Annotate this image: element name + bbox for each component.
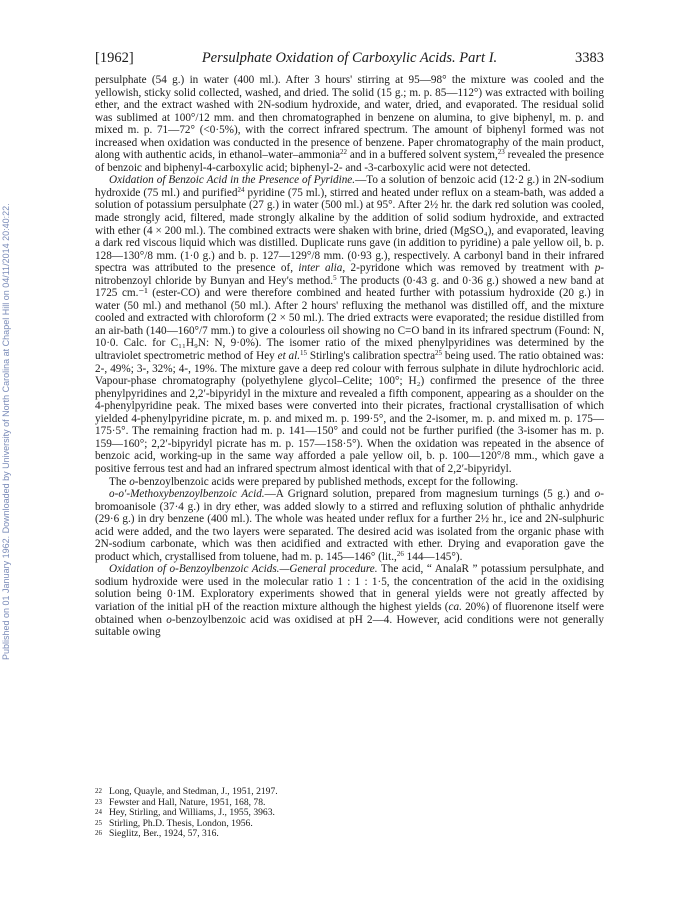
download-watermark-text: Published on 01 January 1962. Downloaded by University of North Carolina at Chapel Hill on 04/11/2014 20:40:22. <box>1 203 11 660</box>
paragraph-oxidation-general: Oxidation of o-Benzoylbenzoic Acids.—General procedure. The acid, “ AnalaR ” potassium persulphate, and sodium hydroxide were used in the molecular ratio 1 : 1 : 1·5, the concentration of the acid in the oxidising solution being 0·1M. Exploratory experiments showed that in general yields were not greatly affected by variation of the initial pH of the reaction mixture although the highest yields (ca. 20%) of fluorenone itself were obtained when o-benzoylbenzoic acid was oxidised at pH 2—4. However, acid conditions were not generally suitable owing <box>95 563 605 639</box>
section-heading: Oxidation of Benzoic Acid in the Presence of Pyridine. <box>109 174 356 187</box>
footnote: 23 Fewster and Hall, Nature, 1951, 168, 78. <box>95 796 266 808</box>
footnotes <box>95 787 604 840</box>
paragraph-pyridine: Oxidation of Benzoic Acid in the Presence of Pyridine.—To a solution of benzoic acid (12·2 g.) in 2N-sodium hydroxide (75 ml.) and purified$^{24}$ pyridine (75 ml.), stirred and heated under reflux on a steam-bath, was added a solution of potassium persulphate (27 g.) in water (500 ml.) at 95°. After 2½ hr. the dark red solution was cooled, made strongly acid, filtered, made strongly alkaline by the addition of solid sodium hydroxide, and extracted with ether (4 × 200 ml.). The combined extracts were shaken with brine, dried (MgSO₄), and evaporated, leaving a dark red viscous liquid which was distilled. Duplicate runs gave (in addition to pyridine) a pale yellow oil, b. p. 128—130°/8 mm. (1·0 g.) and b. p. 127—129°/8 mm. (0·93 g.), respectively. A carbonyl band in their infrared spectra was attributed to the presence of, inter alia, 2-pyridone which was removed by treatment with p-nitrobenzoyl chloride by Bunyan and Hey's method.$^5$ The products (0·43 g. and 0·36 g.) showed a new band at 1725 cm.⁻¹ (ester-CO) and were therefore combined and heated further with potassium hydroxide (20 g.) in water (50 ml.) and methanol (50 ml.). After 2 hours' refluxing the methanol was distilled off, and the mixture cooled and extracted with chloroform (2 × 50 ml.). The dried extracts were evaporated; the residue distilled from an air-bath (140—160°/7 mm.) to give a colourless oil showing no C=O band in its infrared spectrum (Found: N, 10·0. Calc. for C₁₁H₉N: N, 9·0%). The isomer ratio of the mixed phenylpyridines was determined by the ultraviolet spectrometric method of Hey et al.$^{15}$ Stirling's calibration spectra$^{25}$ being used. The ratio obtained was: 2-, 49%; 3-, 32%; 4-, 19%. The mixture gave a deep red colour with ferrous sulphate in dilute hydrochloric acid. Vapour-phase chromatography (polyethylene glycol–Celite; 100°; H₂) confirmed the presence of the three phenylpyridines and 2,2′-bipyridyl in the mixture and revealed a fifth component, appearing as a shoulder on the 4-phenylpyridine peak. The mixed bases were converted into their picrates, fractional crystallisation of which yielded 4-phenylpyridine picrate, m. p. and mixed m. p. 199·5°, and the 2-isomer, m. p. and mixed m. p. 175—175·5°. The remaining fraction had m. p. 141—150° and could not be further purified (the 3-isomer has m. p. 159—160°; 2,2′-bipyridyl picrate has m. p. 157—158·5°). When the oxidation was repeated in the absence of benzoic acid, working-up in the same way afforded a pale yellow oil, b. p. 100—120°/8 mm., which gave a positive ferrous test and had an infrared spectrum almost identical with that of 2,2′-bipyridyl. <box>95 174 605 475</box>
header-year: [1962] <box>95 50 134 66</box>
footnote: 25 Stirling, Ph.D. Thesis, London, 1956. <box>95 817 253 829</box>
paragraph-methoxy: o-o′-Methoxybenzoylbenzoic Acid.—A Grignard solution, prepared from magnesium turnings (5 g.) and o-bromoanisole (37·4 g.) in dry ether, was added slowly to a stirred and refluxing solution of phthalic anhydride (29·6 g.) in dry benzene (400 ml.). The whole was heated under reflux for a further 2½ hr., ice and 2N-sulphuric acid were added, and the two layers were separated. The desired acid was isolated from the organic phase with 2N-sodium carbonate, which was then acidified and extracted with ether. Drying and evaporation gave the product which, crystallised from toluene, had m. p. 145—146° (lit.,$^{26}$ 144—145°). <box>95 488 604 563</box>
paragraph-persulphate: persulphate (54 g.) in water (400 ml.). After 3 hours' stirring at 95—98° the mixture was cooled and the yellowish, sticky solid collected, washed, and dried. The solid (15 g.; m. p. 85—112°) was extracted with boiling ether, and the extract washed with 2N-sodium hydroxide, and water, dried, and evaporated. The residual solid was sublimed at 100°/12 mm. and then chromatographed in benzene on alumina, to give biphenyl, m. p. and mixed m. p. 71—72° (<0·5%), with the correct infrared spectrum. The amount of biphenyl formed was not increased when oxidation was conducted in the presence of benzene. Paper chromatography of the main product, along with authentic acids, in ethanol–water–ammonia$^{22}$ and in a buffered solvent system,$^{23}$ revealed the presence of benzoic and biphenyl-4-carboxylic acid; biphenyl-2- and -3-carboxylic acid were not detected. <box>95 74 605 174</box>
running-header <box>95 49 604 67</box>
footnote: 24 Hey, Stirling, and Williams, J., 1955, 3963. <box>95 807 275 819</box>
footnote: 22 Long, Quayle, and Stedman, J., 1951, 2197. <box>95 786 278 797</box>
reference-marker: 26 <box>396 549 404 558</box>
reference-marker: 22 <box>340 148 348 157</box>
header-title: Persulphate Oxidation of Carboxylic Acids. Part I. <box>201 50 498 66</box>
article-body <box>95 74 604 639</box>
page-number: 3383 <box>575 50 604 66</box>
reference-marker: 23 <box>497 148 505 157</box>
reference-marker: 15 <box>300 349 308 358</box>
download-watermark <box>0 40 12 660</box>
reference-marker: 5 <box>333 273 337 282</box>
section-heading: Oxidation of o-Benzoylbenzoic Acids.—General procedure. <box>109 563 378 576</box>
reference-marker: 24 <box>237 185 245 194</box>
reference-marker: 25 <box>435 349 443 358</box>
footnote: 26 Sieglitz, Ber., 1924, 57, 316. <box>95 828 219 840</box>
paragraph-prep-note: The o-benzoylbenzoic acids were prepared by published methods, except for the following. <box>109 475 519 488</box>
section-heading: o-o′-Methoxybenzoylbenzoic Acid. <box>109 488 265 501</box>
